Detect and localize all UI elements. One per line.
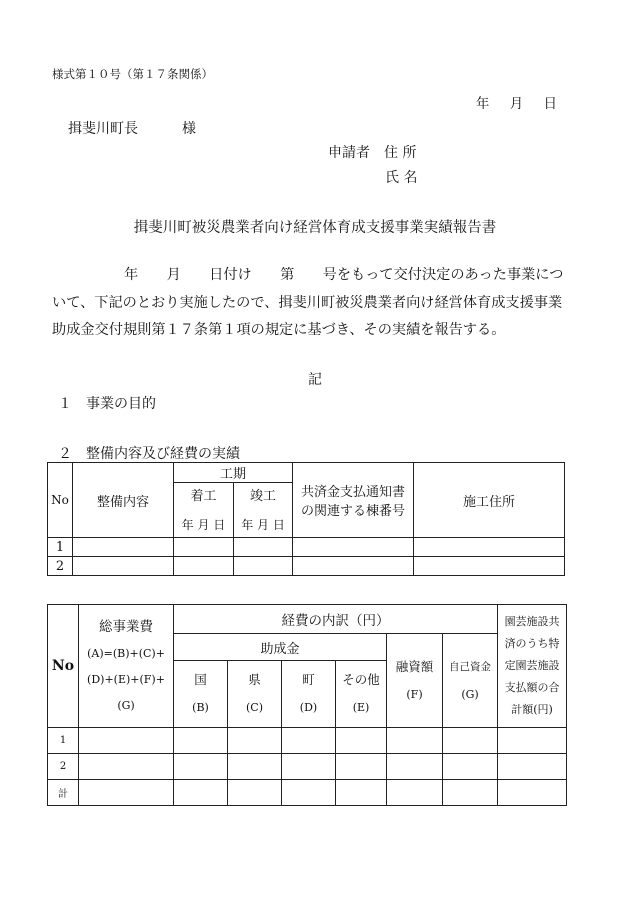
horticulture-line-2: 済のうち特 [504, 637, 560, 650]
header-prefecture [228, 661, 282, 728]
cell-horticulture[interactable] [498, 780, 567, 806]
loan-label: 融資額 [395, 658, 434, 674]
submission-date: 年 月 日 [475, 96, 558, 112]
honorific: 様 [182, 121, 196, 137]
cell-building[interactable] [293, 557, 414, 576]
cell-national[interactable] [174, 780, 228, 806]
cell-loan[interactable] [387, 728, 443, 754]
horticulture-line-4: 支払額の合 [504, 681, 560, 694]
town-key: (D) [299, 701, 318, 714]
cell-prefecture[interactable] [228, 780, 282, 806]
header-other [336, 661, 387, 728]
prefecture-label: 県 [248, 672, 261, 687]
document-title: 揖斐川町被災農業者向け経営体育成支援事業実績報告書 [133, 220, 497, 236]
maintenance-table [47, 462, 565, 576]
end-date-placeholder: 年 月 日 [234, 511, 293, 538]
cell-town[interactable] [282, 728, 336, 754]
other-key: (E) [352, 701, 370, 714]
loan-key: (F) [406, 687, 423, 701]
self-label: 自己資金 [449, 660, 492, 673]
body-line-3: 助成金交付規則第１７条第１項の規定に基づき、その実績を報告する。 [52, 322, 506, 338]
applicant-name-label: 氏 名 [385, 170, 418, 186]
body-paragraph [52, 262, 580, 345]
header-start: 着工 [174, 483, 234, 512]
header-horticulture [498, 605, 567, 728]
cell-total[interactable] [79, 754, 174, 780]
header-period: 工期 [174, 463, 293, 483]
header-end: 竣工 [234, 483, 293, 512]
table-row [48, 728, 567, 754]
cell-horticulture[interactable] [498, 754, 567, 780]
cell-town[interactable] [282, 780, 336, 806]
cell-total[interactable] [79, 728, 174, 754]
cell-national[interactable] [174, 728, 228, 754]
body-line-1: 年 月 日付け 第 号をもって交付決定のあった事業につ [124, 267, 564, 283]
table-row-total [48, 780, 567, 806]
header-subsidy: 助成金 [174, 634, 387, 661]
cell-content[interactable] [73, 557, 174, 576]
table-row [48, 538, 565, 557]
cell-other[interactable] [336, 728, 387, 754]
row-number: 1 [48, 538, 73, 557]
cell-building[interactable] [293, 538, 414, 557]
header-no: No [48, 605, 79, 728]
prefecture-key: (C) [246, 701, 263, 714]
cell-town[interactable] [282, 754, 336, 780]
formula-line-2: (D)+(E)+(F)+(G) [87, 673, 165, 712]
header-no: No [48, 463, 73, 538]
formula-line-1: (A)=(B)+(C)+ [87, 647, 165, 660]
section-purpose: １ 事業の目的 [58, 396, 156, 412]
cell-content[interactable] [73, 538, 174, 557]
cell-national[interactable] [174, 754, 228, 780]
form-number: 様式第１０号（第１７条関係） [52, 67, 213, 81]
table-row [48, 754, 567, 780]
header-breakdown: 経費の内訳（円） [174, 605, 498, 634]
cell-start[interactable] [174, 538, 234, 557]
cell-other[interactable] [336, 780, 387, 806]
horticulture-line-5: 計額(円) [511, 703, 553, 716]
row-number: 1 [48, 728, 79, 754]
town-label: 町 [302, 672, 315, 687]
header-total-label: 総事業費 [99, 619, 153, 635]
row-number: 2 [48, 754, 79, 780]
self-key: (G) [461, 687, 479, 701]
cell-loan[interactable] [387, 780, 443, 806]
table-row [48, 557, 565, 576]
addressee-name: 揖斐川町長 [68, 121, 138, 137]
row-total-label: 計 [48, 780, 79, 806]
applicant-address-label: 申請者 住 所 [328, 145, 417, 161]
cell-end[interactable] [234, 538, 293, 557]
cell-prefecture[interactable] [228, 754, 282, 780]
cell-horticulture[interactable] [498, 728, 567, 754]
header-address: 施工住所 [414, 463, 565, 538]
cell-end[interactable] [234, 557, 293, 576]
horticulture-line-1: 園芸施設共 [504, 615, 560, 628]
header-total [79, 605, 174, 728]
cell-self[interactable] [443, 728, 498, 754]
header-content: 整備内容 [73, 463, 174, 538]
header-loan [387, 634, 443, 728]
cell-other[interactable] [336, 754, 387, 780]
row-number: 2 [48, 557, 73, 576]
horticulture-line-3: 定園芸施設 [504, 659, 560, 672]
header-town [282, 661, 336, 728]
cell-address[interactable] [414, 538, 565, 557]
national-label: 国 [194, 672, 207, 687]
start-date-placeholder: 年 月 日 [174, 511, 234, 538]
ki-heading: 記 [308, 372, 322, 388]
header-self [443, 634, 498, 728]
section-results: ２ 整備内容及び経費の実績 [58, 446, 240, 462]
national-key: (B) [192, 701, 209, 714]
cell-start[interactable] [174, 557, 234, 576]
header-building-line2: の関連する棟番号 [301, 504, 406, 519]
cell-self[interactable] [443, 754, 498, 780]
expense-table [47, 604, 567, 806]
other-label: その他 [342, 672, 380, 687]
cell-prefecture[interactable] [228, 728, 282, 754]
cell-address[interactable] [414, 557, 565, 576]
header-national [174, 661, 228, 728]
header-building-line1: 共済金支払通知書 [301, 485, 406, 500]
body-line-2: いて、下記のとおり実施したので、揖斐川町被災農業者向け経営体育成支援事業 [52, 294, 563, 311]
cell-self[interactable] [443, 780, 498, 806]
header-building [293, 463, 414, 538]
addressee [68, 118, 196, 138]
cell-total[interactable] [79, 780, 174, 806]
cell-loan[interactable] [387, 754, 443, 780]
